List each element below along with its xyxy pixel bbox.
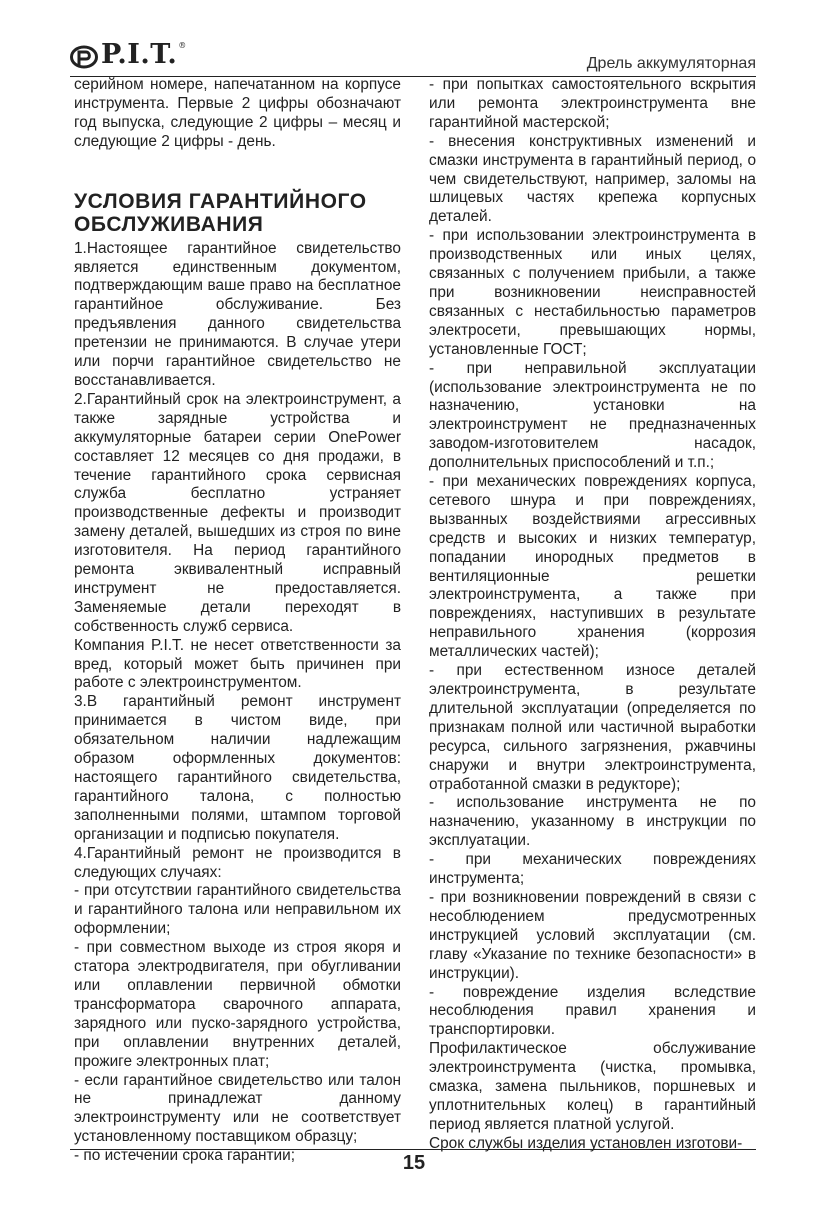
left-paragraph: 4.Гарантийный ремонт не производится в следующих случаях: (74, 844, 401, 881)
right-paragraph: - использование инструмента не по назначению, указанному в инструкции по эксплуатации. (429, 794, 756, 850)
right-paragraph: - при механических повреждениях инструмента; (429, 851, 756, 888)
right-paragraph: - при использовании электроинструмента в производственных или иных целях, связанных с получением прибыли, а также при возникновении неисправностей связанных с нестабильностью параметров электросети, превышающих нормы, установленные ГОСТ; (429, 227, 756, 358)
left-paragraph: - если гарантийное свидетельство или талон не принадлежат данному электроинструменту или не соответствует установленному поставщиком образцу; (74, 1071, 401, 1146)
right-paragraph: Срок службы изделия установлен изготови- (429, 1134, 743, 1152)
page-number: 15 (402, 1152, 426, 1174)
left-paragraph: Компания P.I.T. не несет ответственности за вред, который может быть причинен при работе с электроинструментом. (74, 636, 401, 692)
left-paragraph: - при отсутствии гарантийного свидетельства и гарантийного талона или неправильном их оформлении; (74, 882, 401, 938)
left-paragraph: 1.Настоящее гарантийное свидетельство является единственным документом, подтверждающим ваше право на бесплатное гарантийное обслуживание. Без предъявления данного свидетельства претензии не принимаются. В случае утери или порчи гарантийное свидетельство не восстанавливается. (74, 239, 401, 389)
right-paragraph: - повреждение изделия вследствие несоблюдения правил хранения и транспортировки. (429, 983, 756, 1039)
right-paragraph: - при неправильной эксплуатации (использование электроинструмента не по назначению, установки на электроинструмент не предназначенных заводом-изготовителем насадок, дополнительных приспособлений и т.п.; (429, 359, 756, 472)
left-paragraph: 3.В гарантийный ремонт инструмент принимается в чистом виде, при обязательном наличии надлежащим образом оформленных документов: настоящего гарантийного свидетельства, гарантийного талона, с полностью заполненными полями, штампом торговой организации и подписью покупателя. (74, 693, 401, 843)
document-title: Дрель аккумуляторная (586, 55, 756, 72)
intro-paragraph: серийном номере, напечатанном на корпусе инструмента. Первые 2 цифры обозначают год выпуска, следующие 2 цифры – месяц и следующие 2 цифры - день. (74, 76, 401, 150)
registered-mark: ® (178, 41, 187, 50)
right-paragraph: - при возникновении повреждений в связи с несоблюдением предусмотренных инструкцией условий эксплуатации (см. главу «Указание по технике безопасности» в инструкции). (429, 888, 756, 982)
right-paragraph: - при механических повреждениях корпуса, сетевого шнура и при повреждениях, вызванных воздействиями агрессивных средств и высоких и низких температур, попадании инородных предметов в вентиляционные решетки электроинструмента, а также при повреждениях, наступивших в результате неправильного хранения (коррозия металлических частей); (429, 473, 756, 661)
section-title: УСЛОВИЯ ГАРАНТИЙНОГО ОБСЛУЖИВАНИЯ (74, 189, 367, 236)
right-paragraph: Профилактическое обслуживание электроинструмента (чистка, промывка, смазка, замена пыльников, поршневых и уплотнительных колец) в гарантийный период является платной услугой. (429, 1040, 756, 1133)
page-header (70, 38, 756, 77)
right-paragraph: - при естественном износе деталей электроинструмента, в результате длительной эксплуатации (определяется по признакам полной или частичной выработки ресурса, сильного загрязнения, ржавчины снаружи и внутри электроинструмента, отработанной смазки в редукторе); (429, 662, 756, 793)
brand-logo (70, 38, 187, 72)
left-paragraph: - по истечении срока гарантии; (74, 1147, 296, 1165)
right-paragraph: - при попытках самостоятельного вскрытия или ремонта электроинструмента вне гарантийной мастерской; (429, 76, 756, 131)
right-paragraph: - внесения конструктивных изменений и смазки инструмента в гарантийный период, о чем свидетельствуют, например, заломы на шлицевых частях крепежа корпусных деталей. (429, 132, 756, 226)
footer-divider (70, 1149, 756, 1150)
pit-logo-icon (70, 43, 100, 69)
left-paragraph: 2.Гарантийный срок на электроинструмент, а также зарядные устройства и аккумуляторные батареи серии OnePower составляет 12 месяцев со дня продажи, в течение гарантийного срока сервисная служба бесплатно устраняет производственные дефекты и производит замену деталей, вышедших из строя по вине изготовителя. На период гарантийного ремонта эквивалентный исправный инструмент не предоставляется. Заменяемые детали переходят в собственность служб сервиса. (74, 390, 401, 635)
left-column (74, 76, 401, 1166)
left-paragraph: - при совместном выходе из строя якоря и статора электродвигателя, при обугливании или оплавлении первичной обмотки трансформатора сварочного аппарата, зарядного или пуско-зарядного устройства, при оплавлении внутренних деталей, прожиге электронных плат; (74, 939, 401, 1070)
right-column (429, 76, 756, 1154)
brand-name: P.I.T. (101, 39, 178, 70)
